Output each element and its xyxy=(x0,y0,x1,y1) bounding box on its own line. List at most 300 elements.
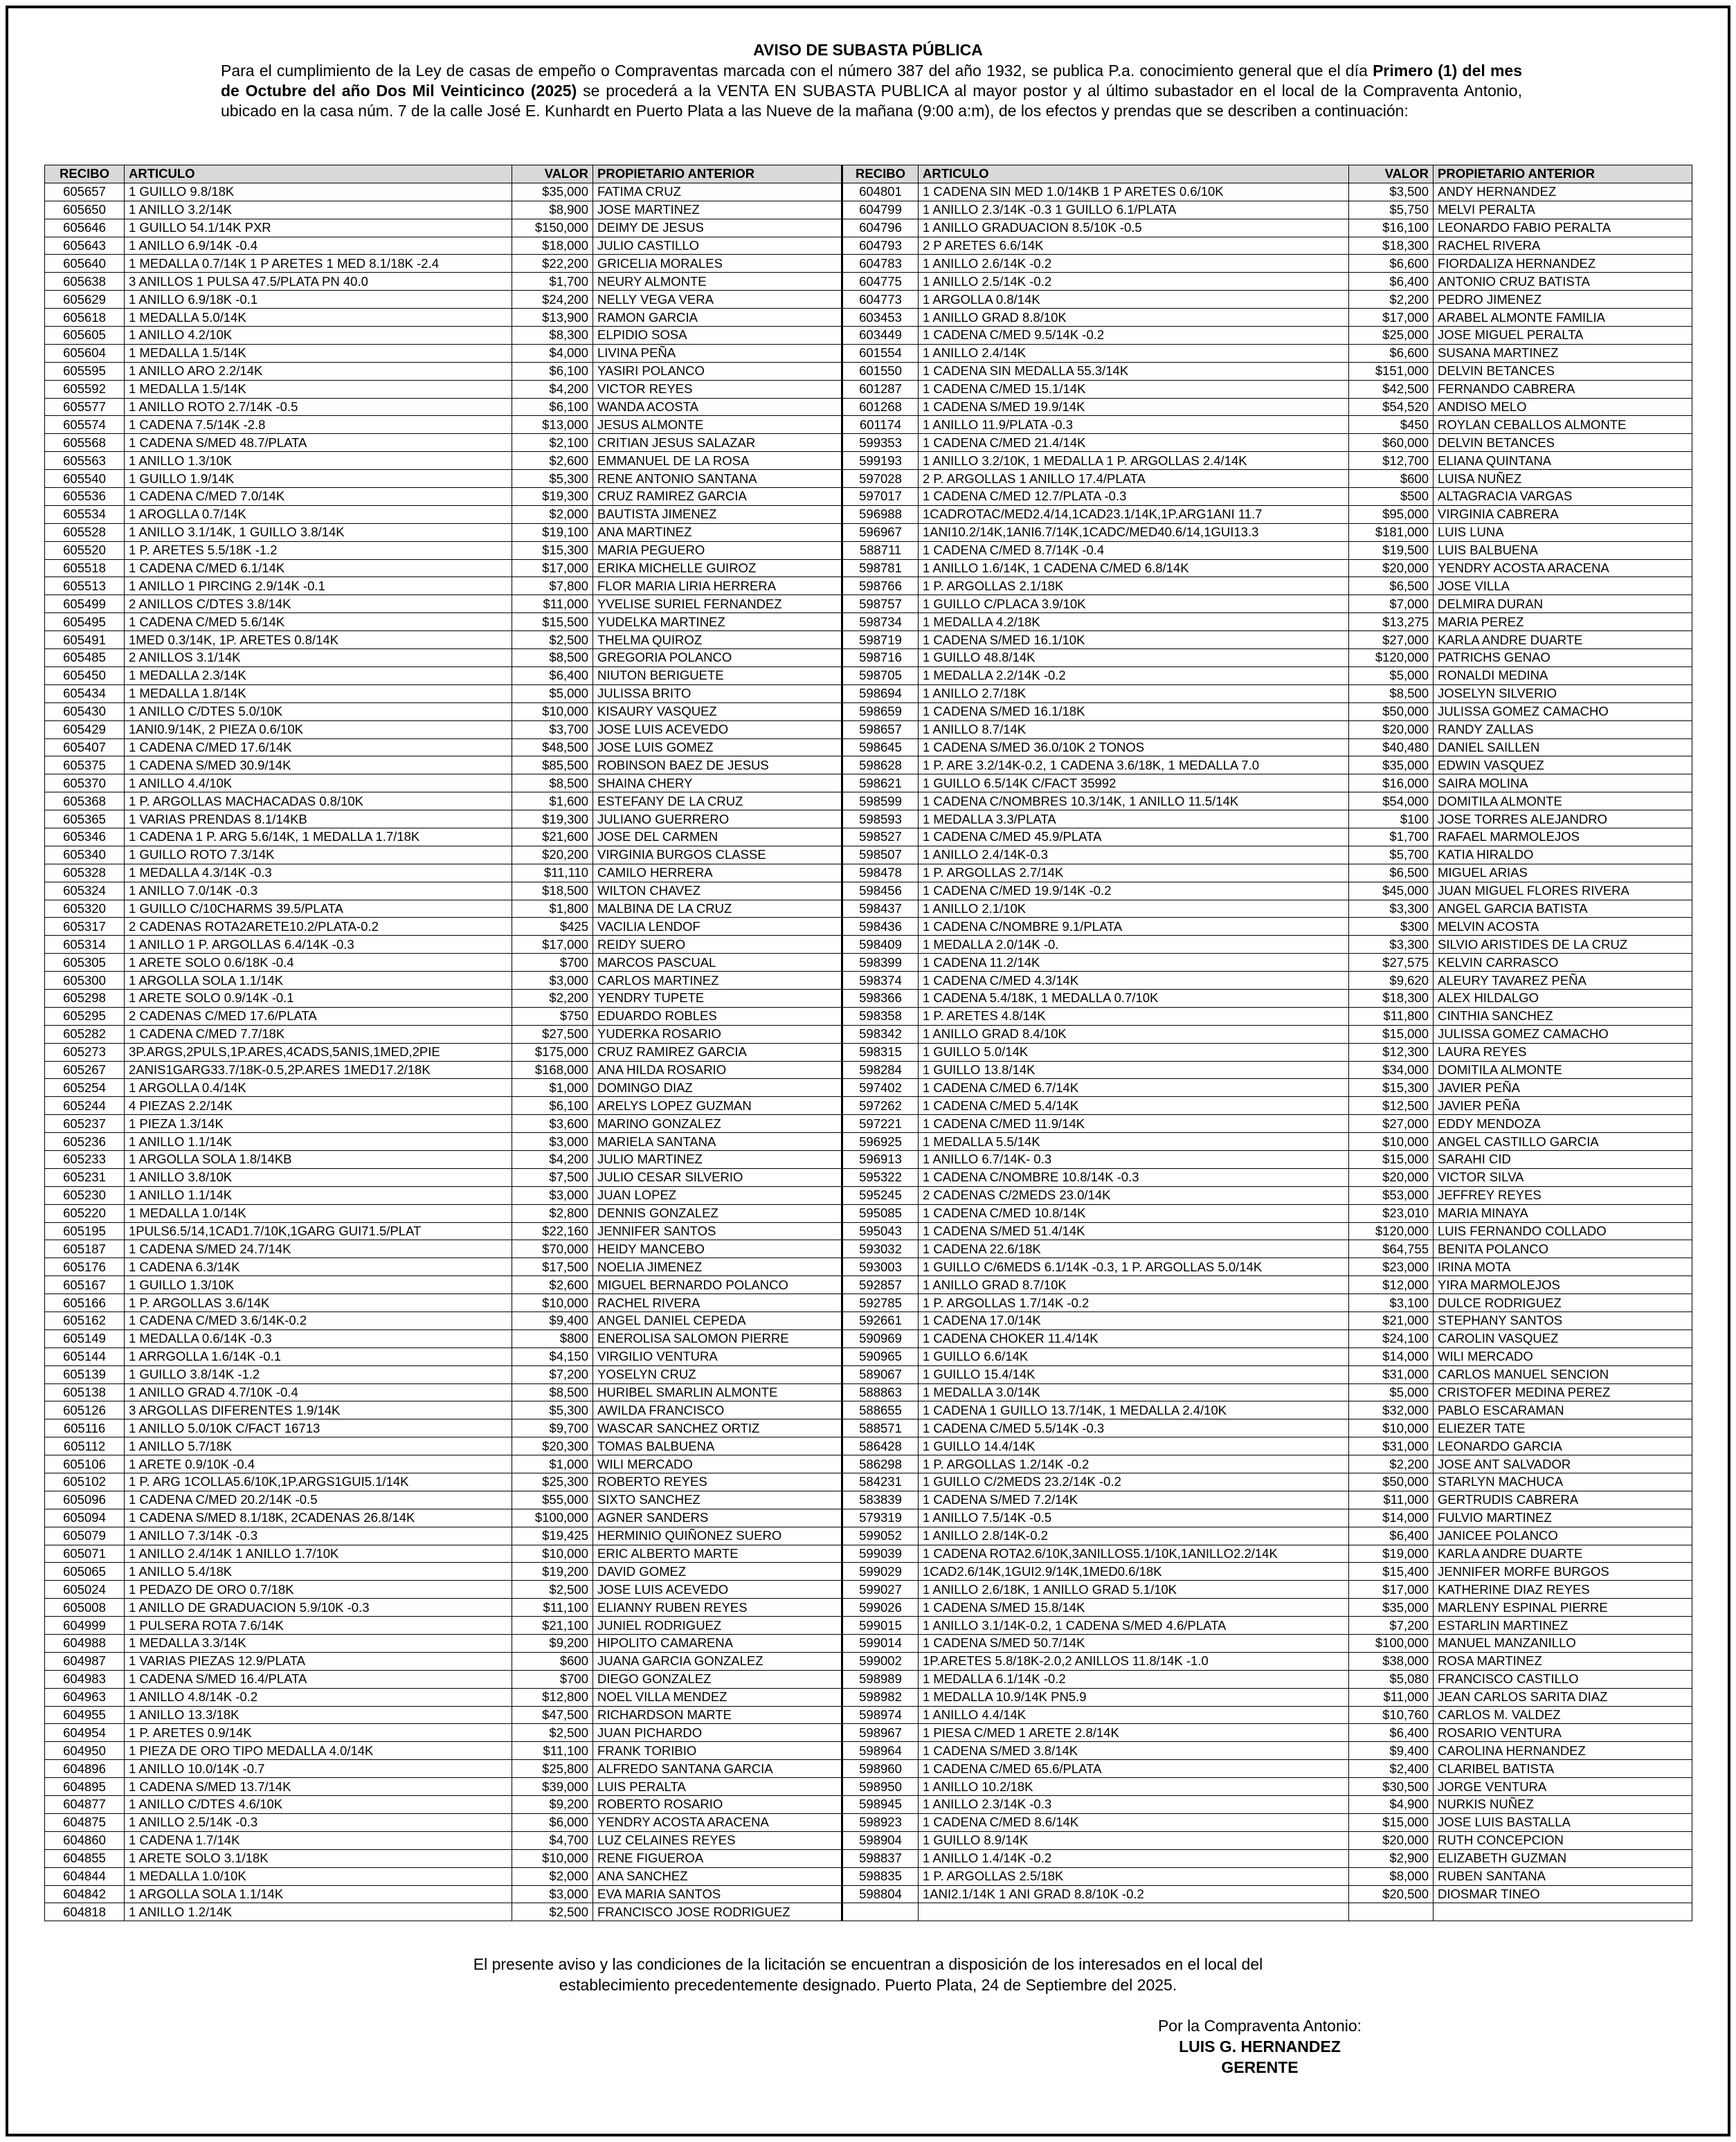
cell-valor: $6,600 xyxy=(1349,344,1434,362)
cell-articulo: 2ANIS1GARG33.7/18K-0.5,2P.ARES 1MED17.2/18K xyxy=(125,1061,512,1079)
table-row xyxy=(45,595,1692,613)
cell-valor xyxy=(1349,1903,1434,1921)
cell-articulo: 1CADROTAC/MED2.4/14,1CAD23.1/14K,1P.ARG1ANI 11.7 xyxy=(919,505,1349,523)
cell-recibo: 605324 xyxy=(45,882,125,900)
cell-articulo: 1 ANILLO 3.1/14K-0.2, 1 CADENA S/MED 4.6/PLATA xyxy=(919,1617,1349,1635)
cell-articulo: 1 ANILLO 4.4/14K xyxy=(919,1706,1349,1724)
cell-propietario: FRANCISCO CASTILLO xyxy=(1434,1670,1692,1688)
cell-valor: $35,000 xyxy=(1349,756,1434,774)
cell-valor: $2,200 xyxy=(1349,291,1434,309)
cell-articulo: 1 P. ARETES 0.9/14K xyxy=(125,1724,512,1742)
cell-articulo: 1 ANILLO 1.3/10K xyxy=(125,452,512,470)
table-row xyxy=(45,1670,1692,1688)
cell-recibo: 598645 xyxy=(842,738,919,756)
cell-recibo: 598989 xyxy=(842,1670,919,1688)
cell-valor: $2,500 xyxy=(512,631,593,649)
cell-articulo: 1 GUILLO 1.3/10K xyxy=(125,1276,512,1294)
cell-valor: $151,000 xyxy=(1349,362,1434,380)
cell-valor: $100 xyxy=(1349,810,1434,828)
cell-articulo: 1 CADENA S/MED 13.7/14K xyxy=(125,1778,512,1796)
cell-propietario: FLOR MARIA LIRIA HERRERA xyxy=(593,577,842,595)
cell-propietario: TOMAS BALBUENA xyxy=(593,1437,842,1455)
cell-propietario: ANTONIO CRUZ BATISTA xyxy=(1434,273,1692,291)
cell-propietario: JOSE MARTINEZ xyxy=(593,201,842,219)
cell-recibo: 605518 xyxy=(45,559,125,577)
cell-propietario: LUIS PERALTA xyxy=(593,1778,842,1796)
cell-valor: $11,110 xyxy=(512,864,593,882)
table-row xyxy=(45,1240,1692,1258)
cell-propietario: CAROLIN VASQUEZ xyxy=(1434,1329,1692,1347)
cell-propietario: JULISSA GOMEZ CAMACHO xyxy=(1434,1025,1692,1043)
cell-valor: $100,000 xyxy=(512,1509,593,1527)
cell-recibo: 584231 xyxy=(842,1473,919,1491)
cell-recibo: 605295 xyxy=(45,1007,125,1025)
cell-articulo: 1MED 0.3/14K, 1P. ARETES 0.8/14K xyxy=(125,631,512,649)
table-row xyxy=(45,1115,1692,1133)
cell-articulo: 1 MEDALLA 10.9/14K PN5.9 xyxy=(919,1688,1349,1706)
cell-recibo: 598456 xyxy=(842,882,919,900)
signature-name xyxy=(1087,2036,1433,2057)
cell-propietario: JUAN MIGUEL FLORES RIVERA xyxy=(1434,882,1692,900)
cell-propietario: RACHEL RIVERA xyxy=(593,1294,842,1312)
cell-recibo: 598358 xyxy=(842,1007,919,1025)
cell-recibo: 605375 xyxy=(45,756,125,774)
cell-valor: $19,200 xyxy=(512,1563,593,1581)
cell-propietario: LEONARDO FABIO PERALTA xyxy=(1434,219,1692,237)
cell-valor: $4,000 xyxy=(512,344,593,362)
table-row xyxy=(45,918,1692,936)
table-row xyxy=(45,954,1692,972)
cell-propietario: MELVIN ACOSTA xyxy=(1434,918,1692,936)
table-row xyxy=(45,1742,1692,1760)
cell-propietario: YVELISE SURIEL FERNANDEZ xyxy=(593,595,842,613)
cell-recibo: 598705 xyxy=(842,666,919,684)
cell-recibo: 605592 xyxy=(45,380,125,398)
cell-propietario: KATIA HIRALDO xyxy=(1434,846,1692,864)
cell-propietario: KATHERINE DIAZ REYES xyxy=(1434,1581,1692,1599)
cell-articulo: 1 ANILLO 2.1/10K xyxy=(919,900,1349,918)
cell-recibo: 604875 xyxy=(45,1813,125,1831)
cell-articulo: 1 GUILLO C/PLACA 3.9/10K xyxy=(919,595,1349,613)
cell-valor: $6,100 xyxy=(512,1097,593,1115)
table-row xyxy=(45,1007,1692,1025)
cell-articulo: 1 CADENA CHOKER 11.4/14K xyxy=(919,1329,1349,1347)
cell-valor: $8,500 xyxy=(512,649,593,667)
cell-recibo: 605317 xyxy=(45,918,125,936)
cell-propietario: ROSARIO VENTURA xyxy=(1434,1724,1692,1742)
cell-propietario: FATIMA CRUZ xyxy=(593,183,842,201)
cell-recibo: 605485 xyxy=(45,649,125,667)
cell-articulo: 1 ANILLO 2.6/18K, 1 ANILLO GRAD 5.1/10K xyxy=(919,1581,1349,1599)
cell-recibo: 605618 xyxy=(45,309,125,327)
cell-valor: $175,000 xyxy=(512,1043,593,1061)
cell-propietario: ANA HILDA ROSARIO xyxy=(593,1061,842,1079)
cell-valor: $11,000 xyxy=(1349,1688,1434,1706)
cell-articulo: 1 PIEZA DE ORO TIPO MEDALLA 4.0/14K xyxy=(125,1742,512,1760)
cell-recibo: 598437 xyxy=(842,900,919,918)
cell-propietario: RUBEN SANTANA xyxy=(1434,1867,1692,1885)
cell-recibo: 604783 xyxy=(842,255,919,273)
table-row xyxy=(45,1724,1692,1742)
cell-recibo: 579319 xyxy=(842,1509,919,1527)
cell-recibo: 604860 xyxy=(45,1831,125,1849)
cell-articulo xyxy=(919,1903,1349,1921)
cell-propietario: LUZ CELAINES REYES xyxy=(593,1831,842,1849)
cell-valor: $64,755 xyxy=(1349,1240,1434,1258)
cell-articulo: 1 CADENA C/NOMBRES 10.3/14K, 1 ANILLO 11.5/14K xyxy=(919,792,1349,810)
cell-propietario xyxy=(1434,1903,1692,1921)
cell-propietario: VACILIA LENDOF xyxy=(593,918,842,936)
cell-articulo: 1 MEDALLA 2.0/14K -0. xyxy=(919,936,1349,954)
cell-articulo: 2 CADENAS C/MED 17.6/PLATA xyxy=(125,1007,512,1025)
cell-articulo: 1 ANILLO 3.2/14K xyxy=(125,201,512,219)
cell-valor: $2,400 xyxy=(1349,1760,1434,1778)
cell-propietario: ROYLAN CEBALLOS ALMONTE xyxy=(1434,416,1692,434)
cell-recibo: 601550 xyxy=(842,362,919,380)
table-row xyxy=(45,1885,1692,1903)
cell-articulo: 1 P. ARGOLLAS 1.7/14K -0.2 xyxy=(919,1294,1349,1312)
cell-articulo: 1 CADENA 17.0/14K xyxy=(919,1312,1349,1330)
cell-articulo: 1 ANILLO GRAD 4.7/10K -0.4 xyxy=(125,1383,512,1401)
cell-propietario: VICTOR REYES xyxy=(593,380,842,398)
cell-articulo: 1 PIESA C/MED 1 ARETE 2.8/14K xyxy=(919,1724,1349,1742)
cell-recibo: 597028 xyxy=(842,470,919,488)
table-header-row xyxy=(45,165,1692,183)
cell-propietario: REIDY SUERO xyxy=(593,936,842,954)
table-row xyxy=(45,702,1692,720)
intro-text-b: se procederá a la VENTA EN SUBASTA PUBLICA al mayor postor y al último subastador en el local de la Compraventa Antonio, ubicado en la casa núm. 7 de la calle José E. Kunhardt en Puerto Plata a las Nueve de la mañana (9:00 a:m), de los efectos y prendas que se describen a continuación: xyxy=(221,82,1522,120)
cell-propietario: DELMIRA DURAN xyxy=(1434,595,1692,613)
cell-propietario: HERMINIO QUIÑONEZ SUERO xyxy=(593,1527,842,1545)
cell-recibo: 605646 xyxy=(45,219,125,237)
cell-propietario: LUIS LUNA xyxy=(1434,523,1692,541)
cell-recibo: 598945 xyxy=(842,1796,919,1814)
table-row xyxy=(45,201,1692,219)
cell-propietario: ALTAGRACIA VARGAS xyxy=(1434,488,1692,506)
cell-valor: $12,300 xyxy=(1349,1043,1434,1061)
cell-valor: $27,000 xyxy=(1349,631,1434,649)
cell-propietario: MARIELA SANTANA xyxy=(593,1133,842,1151)
cell-valor: $48,500 xyxy=(512,738,593,756)
table-row xyxy=(45,792,1692,810)
cell-articulo: 1 P. ARGOLLAS MACHACADAS 0.8/10K xyxy=(125,792,512,810)
cell-propietario: BENITA POLANCO xyxy=(1434,1240,1692,1258)
cell-articulo: 1 ANILLO 10.0/14K -0.7 xyxy=(125,1760,512,1778)
table-row xyxy=(45,631,1692,649)
cell-propietario: MIGUEL BERNARDO POLANCO xyxy=(593,1276,842,1294)
cell-propietario: RENE ANTONIO SANTANA xyxy=(593,470,842,488)
cell-articulo: 1 CADENA S/MED 16.1/10K xyxy=(919,631,1349,649)
table-row xyxy=(45,1150,1692,1168)
table-row xyxy=(45,1831,1692,1849)
cell-recibo: 598967 xyxy=(842,1724,919,1742)
cell-propietario: ELPIDIO SOSA xyxy=(593,327,842,345)
cell-valor: $5,080 xyxy=(1349,1670,1434,1688)
cell-recibo: 599353 xyxy=(842,434,919,452)
cell-valor: $39,000 xyxy=(512,1778,593,1796)
cell-valor: $18,300 xyxy=(1349,237,1434,255)
cell-propietario: MARIA MINAYA xyxy=(1434,1204,1692,1222)
cell-valor: $16,100 xyxy=(1349,219,1434,237)
cell-valor: $500 xyxy=(1349,488,1434,506)
cell-valor: $6,400 xyxy=(512,666,593,684)
cell-propietario: MARIA PEREZ xyxy=(1434,613,1692,631)
cell-articulo: 1 P. ARG 1COLLA5.6/10K,1P.ARGS1GUI5.1/14K xyxy=(125,1473,512,1491)
table-row xyxy=(45,1545,1692,1563)
cell-articulo: 1 PEDAZO DE ORO 0.7/18K xyxy=(125,1581,512,1599)
cell-valor: $13,275 xyxy=(1349,613,1434,631)
cell-recibo: 605230 xyxy=(45,1186,125,1204)
cell-recibo: 605430 xyxy=(45,702,125,720)
cell-articulo: 1 MEDALLA 1.8/14K xyxy=(125,684,512,702)
cell-articulo: 1 CADENA 1 GUILLO 13.7/14K, 1 MEDALLA 2.4/10K xyxy=(919,1401,1349,1419)
cell-articulo: 1 ANILLO 1.6/14K, 1 CADENA C/MED 6.8/14K xyxy=(919,559,1349,577)
table-row xyxy=(45,541,1692,559)
cell-recibo: 597262 xyxy=(842,1097,919,1115)
cell-propietario: YUDELKA MARTINEZ xyxy=(593,613,842,631)
cell-articulo: 1 GUILLO 3.8/14K -1.2 xyxy=(125,1365,512,1383)
table-row xyxy=(45,416,1692,434)
table-row xyxy=(45,972,1692,990)
cell-articulo: 1 CADENA S/MED 8.1/18K, 2CADENAS 26.8/14K xyxy=(125,1509,512,1527)
cell-valor: $2,000 xyxy=(512,1867,593,1885)
cell-valor: $8,300 xyxy=(512,327,593,345)
cell-articulo: 1 CADENA S/MED 15.8/14K xyxy=(919,1599,1349,1617)
cell-articulo: 1 CADENA SIN MED 1.0/14KB 1 P ARETES 0.6/10K xyxy=(919,183,1349,201)
cell-articulo: 1 GUILLO C/10CHARMS 39.5/PLATA xyxy=(125,900,512,918)
cell-recibo: 598399 xyxy=(842,954,919,972)
cell-propietario: DENNIS GONZALEZ xyxy=(593,1204,842,1222)
cell-recibo: 596988 xyxy=(842,505,919,523)
cell-valor: $11,000 xyxy=(1349,1491,1434,1509)
cell-recibo: 605116 xyxy=(45,1419,125,1437)
cell-propietario: EVA MARIA SANTOS xyxy=(593,1885,842,1903)
cell-recibo: 605450 xyxy=(45,666,125,684)
cell-recibo: 604855 xyxy=(45,1849,125,1867)
cell-valor: $14,000 xyxy=(1349,1509,1434,1527)
cell-articulo: 1 ANILLO 5.4/18K xyxy=(125,1563,512,1581)
cell-propietario: JOSE VILLA xyxy=(1434,577,1692,595)
cell-articulo: 1 GUILLO 1.9/14K xyxy=(125,470,512,488)
cell-recibo: 599026 xyxy=(842,1599,919,1617)
cell-propietario: WASCAR SANCHEZ ORTIZ xyxy=(593,1419,842,1437)
cell-valor: $27,575 xyxy=(1349,954,1434,972)
cell-valor: $15,000 xyxy=(1349,1813,1434,1831)
cell-recibo: 603449 xyxy=(842,327,919,345)
cell-propietario: CAMILO HERRERA xyxy=(593,864,842,882)
cell-propietario: LUIS BALBUENA xyxy=(1434,541,1692,559)
cell-articulo: 1 ANILLO 2.3/14K -0.3 1 GUILLO 6.1/PLATA xyxy=(919,201,1349,219)
cell-propietario: STEPHANY SANTOS xyxy=(1434,1312,1692,1330)
cell-valor: $10,000 xyxy=(512,1545,593,1563)
cell-valor: $31,000 xyxy=(1349,1365,1434,1383)
cell-articulo: 1 ANILLO GRADUACION 8.5/10K -0.5 xyxy=(919,219,1349,237)
cell-valor: $6,400 xyxy=(1349,1527,1434,1545)
cell-propietario: GREGORIA POLANCO xyxy=(593,649,842,667)
cell-articulo: 1 CADENA C/MED 8.7/14K -0.4 xyxy=(919,541,1349,559)
cell-propietario: JOSE LUIS ACEVEDO xyxy=(593,1581,842,1599)
table-row xyxy=(45,1329,1692,1347)
cell-recibo: 595085 xyxy=(842,1204,919,1222)
cell-propietario: NOELIA JIMENEZ xyxy=(593,1258,842,1276)
cell-articulo: 1 AROGLLA 0.7/14K xyxy=(125,505,512,523)
table-row xyxy=(45,1079,1692,1097)
cell-valor: $40,480 xyxy=(1349,738,1434,756)
table-row xyxy=(45,452,1692,470)
cell-recibo: 598593 xyxy=(842,810,919,828)
table-row xyxy=(45,810,1692,828)
cell-recibo: 605254 xyxy=(45,1079,125,1097)
cell-propietario: YUDERKA ROSARIO xyxy=(593,1025,842,1043)
cell-valor: $3,100 xyxy=(1349,1294,1434,1312)
table-row xyxy=(45,273,1692,291)
cell-propietario: WILI MERCADO xyxy=(593,1455,842,1473)
cell-valor: $6,500 xyxy=(1349,864,1434,882)
cell-articulo: 1 ANILLO 10.2/18K xyxy=(919,1778,1349,1796)
cell-articulo: 1PULS6.5/14,1CAD1.7/10K,1GARG GUI71.5/PLAT xyxy=(125,1222,512,1240)
cell-propietario: DANIEL SAILLEN xyxy=(1434,738,1692,756)
cell-recibo: 605162 xyxy=(45,1312,125,1330)
cell-propietario: JORGE VENTURA xyxy=(1434,1778,1692,1796)
cell-propietario: ENEROLISA SALOMON PIERRE xyxy=(593,1329,842,1347)
cell-valor: $7,200 xyxy=(1349,1617,1434,1635)
table-row xyxy=(45,434,1692,452)
cell-recibo: 605534 xyxy=(45,505,125,523)
cell-valor: $15,300 xyxy=(1349,1079,1434,1097)
cell-articulo: 1 ANILLO ROTO 2.7/14K -0.5 xyxy=(125,398,512,416)
cell-propietario: CRUZ RAMIREZ GARCIA xyxy=(593,1043,842,1061)
cell-articulo: 1 ANILLO 2.4/14K 1 ANILLO 1.7/10K xyxy=(125,1545,512,1563)
cell-valor: $4,200 xyxy=(512,1150,593,1168)
cell-articulo: 2 CADENAS ROTA2ARETE10.2/PLATA-0.2 xyxy=(125,918,512,936)
cell-valor: $19,300 xyxy=(512,810,593,828)
cell-recibo: 605144 xyxy=(45,1347,125,1365)
cell-valor: $45,000 xyxy=(1349,882,1434,900)
cell-propietario: JOSE LUIS BASTALLA xyxy=(1434,1813,1692,1831)
cell-propietario: STARLYN MACHUCA xyxy=(1434,1473,1692,1491)
header-propietario: PROPIETARIO ANTERIOR xyxy=(593,165,842,183)
cell-articulo: 1 ANILLO 4.2/10K xyxy=(125,327,512,345)
cell-valor: $15,300 xyxy=(512,541,593,559)
cell-articulo: 3 ARGOLLAS DIFERENTES 1.9/14K xyxy=(125,1401,512,1419)
cell-propietario: ANA MARTINEZ xyxy=(593,523,842,541)
cell-valor: $10,000 xyxy=(512,1849,593,1867)
cell-articulo: 1 ANILLO 5.7/18K xyxy=(125,1437,512,1455)
table-row xyxy=(45,1383,1692,1401)
cell-recibo: 603453 xyxy=(842,309,919,327)
cell-recibo: 598716 xyxy=(842,649,919,667)
cell-valor: $50,000 xyxy=(1349,1473,1434,1491)
cell-recibo: 605365 xyxy=(45,810,125,828)
cell-recibo: 586428 xyxy=(842,1437,919,1455)
table-row xyxy=(45,846,1692,864)
cell-propietario: LEONARDO GARCIA xyxy=(1434,1437,1692,1455)
cell-articulo: 1 GUILLO 6.5/14K C/FACT 35992 xyxy=(919,774,1349,792)
cell-propietario: RUTH CONCEPCION xyxy=(1434,1831,1692,1849)
cell-valor: $22,200 xyxy=(512,255,593,273)
cell-propietario: CARLOS MANUEL SENCION xyxy=(1434,1365,1692,1383)
cell-propietario: YENDRY ACOSTA ARACENA xyxy=(1434,559,1692,577)
cell-propietario: RICHARDSON MARTE xyxy=(593,1706,842,1724)
cell-propietario: CARLOS M. VALDEZ xyxy=(1434,1706,1692,1724)
cell-articulo: 1 CADENA S/MED 30.9/14K xyxy=(125,756,512,774)
cell-valor: $12,000 xyxy=(1349,1276,1434,1294)
cell-articulo: 1 ANILLO 1.1/14K xyxy=(125,1186,512,1204)
cell-recibo: 604987 xyxy=(45,1652,125,1670)
cell-recibo: 592785 xyxy=(842,1294,919,1312)
cell-recibo: 605102 xyxy=(45,1473,125,1491)
cell-valor: $5,000 xyxy=(1349,1383,1434,1401)
cell-recibo: 598694 xyxy=(842,684,919,702)
cell-articulo: 1 CADENA C/MED 65.6/PLATA xyxy=(919,1760,1349,1778)
cell-propietario: NIUTON BERIGUETE xyxy=(593,666,842,684)
cell-articulo: 1 ANILLO 1.1/14K xyxy=(125,1133,512,1151)
cell-articulo: 1 ANILLO C/DTES 4.6/10K xyxy=(125,1796,512,1814)
cell-propietario: HURIBEL SMARLIN ALMONTE xyxy=(593,1383,842,1401)
table-row xyxy=(45,864,1692,882)
cell-valor: $8,500 xyxy=(512,774,593,792)
cell-propietario: THELMA QUIROZ xyxy=(593,631,842,649)
cell-valor: $6,000 xyxy=(512,1813,593,1831)
table-row xyxy=(45,1563,1692,1581)
cell-valor: $10,760 xyxy=(1349,1706,1434,1724)
cell-recibo: 604793 xyxy=(842,237,919,255)
cell-recibo: 593032 xyxy=(842,1240,919,1258)
cell-recibo: 601268 xyxy=(842,398,919,416)
cell-recibo: 605528 xyxy=(45,523,125,541)
cell-articulo: 1 CADENA C/MED 15.1/14K xyxy=(919,380,1349,398)
cell-articulo: 1 ANILLO 4.4/10K xyxy=(125,774,512,792)
cell-articulo: 1 MEDALLA 0.6/14K -0.3 xyxy=(125,1329,512,1347)
cell-articulo: 1 CADENA ROTA2.6/10K,3ANILLOS5.1/10K,1ANILLO2.2/14K xyxy=(919,1545,1349,1563)
cell-recibo: 605368 xyxy=(45,792,125,810)
table-row xyxy=(45,309,1692,327)
cell-articulo: 1 GUILLO 14.4/14K xyxy=(919,1437,1349,1455)
table-row xyxy=(45,344,1692,362)
cell-propietario: DOMITILA ALMONTE xyxy=(1434,1061,1692,1079)
cell-valor: $27,500 xyxy=(512,1025,593,1043)
cell-articulo: 1 MEDALLA 3.0/14K xyxy=(919,1383,1349,1401)
cell-recibo: 605604 xyxy=(45,344,125,362)
cell-propietario: CARLOS MARTINEZ xyxy=(593,972,842,990)
cell-valor: $47,500 xyxy=(512,1706,593,1724)
cell-recibo: 605282 xyxy=(45,1025,125,1043)
cell-recibo: 605149 xyxy=(45,1329,125,1347)
table-row xyxy=(45,362,1692,380)
cell-valor: $17,000 xyxy=(1349,1581,1434,1599)
cell-propietario: DEIMY DE JESUS xyxy=(593,219,842,237)
cell-recibo: 605220 xyxy=(45,1204,125,1222)
cell-recibo: 588711 xyxy=(842,541,919,559)
cell-propietario: SIXTO SANCHEZ xyxy=(593,1491,842,1509)
table-row xyxy=(45,936,1692,954)
cell-propietario: JOSE MIGUEL PERALTA xyxy=(1434,327,1692,345)
cell-valor: $15,500 xyxy=(512,613,593,631)
table-row xyxy=(45,1455,1692,1473)
table-row xyxy=(45,1365,1692,1383)
table-row xyxy=(45,380,1692,398)
cell-propietario: NURKIS NUÑEZ xyxy=(1434,1796,1692,1814)
cell-valor: $4,150 xyxy=(512,1347,593,1365)
cell-propietario: JENNIFER SANTOS xyxy=(593,1222,842,1240)
header-articulo: ARTICULO xyxy=(919,165,1349,183)
cell-valor: $54,000 xyxy=(1349,792,1434,810)
table-row xyxy=(45,738,1692,756)
cell-articulo: 1 ANILLO 7.3/14K -0.3 xyxy=(125,1527,512,1545)
cell-articulo: 1 CADENA C/MED 21.4/14K xyxy=(919,434,1349,452)
cell-articulo: 1 MEDALLA 1.0/10K xyxy=(125,1867,512,1885)
cell-recibo: 597017 xyxy=(842,488,919,506)
